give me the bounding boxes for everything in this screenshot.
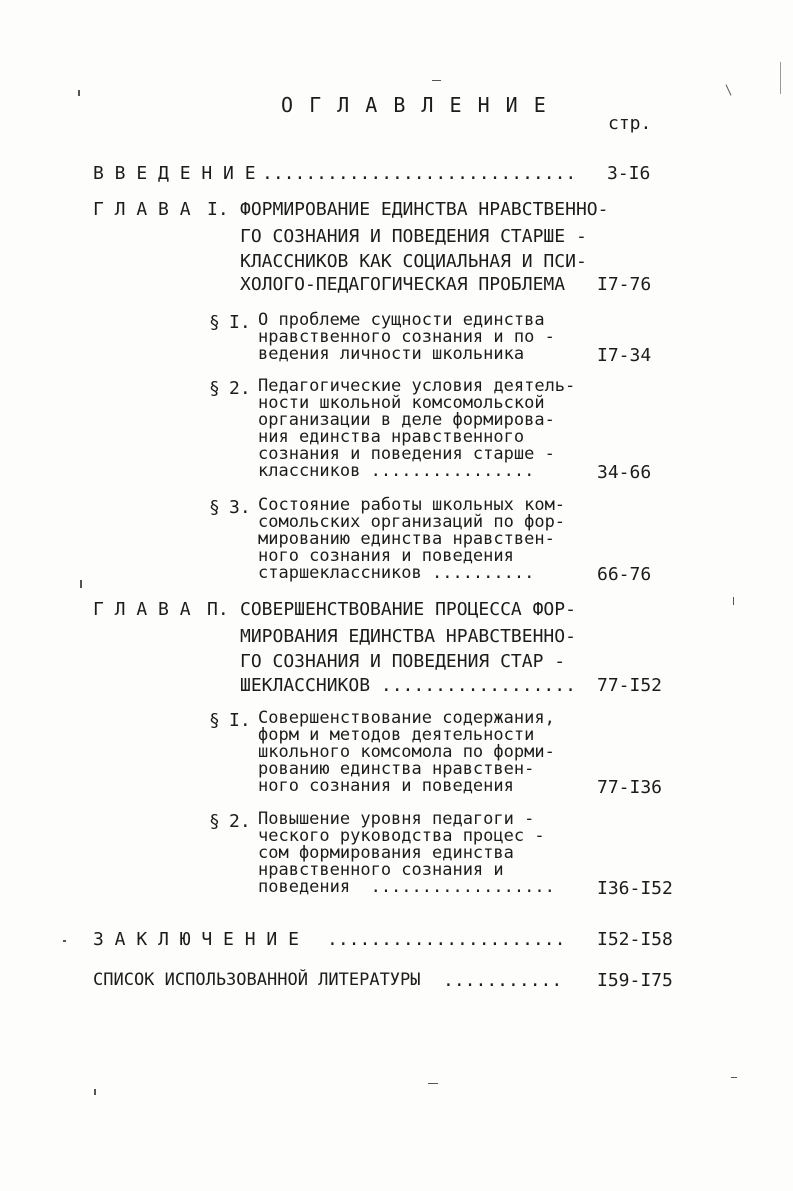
section-number: 3. [229,497,251,518]
chapter-2-title-line: СОВЕРШЕНСТВОВАНИЕ ПРОЦЕССА ФОР- [240,599,576,620]
section-line: ведения личности школьника [258,344,525,364]
section-mark: § [209,378,220,399]
chapter-2-pages: 77-I52 [597,675,663,696]
scan-speck [726,84,732,95]
scan-edge-line [780,62,781,94]
section-pages: I36-I52 [597,878,673,899]
conclusion-label: З А К Л Ю Ч Е Н И Е [93,929,299,950]
section-number: 2. [229,811,251,832]
scan-speck [733,597,734,605]
section-pages: 66-76 [597,564,652,585]
conclusion-pages: I52-I58 [597,929,673,950]
section-line: сознания и поведения старше - [258,444,555,464]
toc-title: О Г Л А В Л Е Н И Е [281,93,548,117]
section-line: ности школьной комсомольской [258,393,545,413]
section-line: ного сознания и поведения [258,546,514,566]
section-line: О проблеме сущности единства [258,310,545,330]
references-label: СПИСОК ИСПОЛЬЗОВАННОЙ ЛИТЕРАТУРЫ [93,970,421,990]
section-pages: 77-I36 [597,777,663,798]
section-line: мированию единства нравствен- [258,529,555,549]
section-mark: § [209,710,220,731]
intro-leader-dots: ............................. [262,163,577,184]
section-line: Состояние работы школьных ком- [258,495,566,515]
scan-speck [78,90,80,96]
section-number: 2. [229,378,251,399]
section-line: организации в деле формирова- [258,410,555,430]
chapter-2-number: П. [207,599,229,620]
scan-speck [94,1089,96,1095]
scan-speck [63,940,66,942]
section-line: Повышение уровня педагоги - [258,809,535,829]
section-line: старшеклассников .......... [258,563,535,583]
page-column-label: стр. [608,113,652,134]
section-number: I. [229,312,251,333]
chapter-2-label: Г Л А В А [93,599,191,620]
chapter-1-pages: I7-76 [597,274,652,295]
references-pages: I59-I75 [597,970,673,991]
chapter-1-title-line: ГО СОЗНАНИЯ И ПОВЕДЕНИЯ СТАРШЕ - [240,226,587,247]
section-line: классников ................ [258,461,535,481]
section-line: сом формирования единства [258,843,514,863]
section-line: ного сознания и поведения [258,776,514,796]
section-line: форм и методов деятельности [258,725,535,745]
intro-pages: 3-I6 [607,163,651,184]
scan-speck [731,1077,737,1078]
section-line: ческого руководства процес - [258,826,545,846]
section-line: ния единства нравственного [258,427,525,447]
references-leader-dots: ........... [443,970,563,991]
section-mark: § [209,497,220,518]
section-line: Совершенствование содержания, [258,708,555,728]
chapter-1-label: Г Л А В А [93,199,191,220]
section-pages: 34-66 [597,462,652,483]
chapter-2-title-line: ГО СОЗНАНИЯ И ПОВЕДЕНИЯ СТАР - [240,651,566,672]
section-mark: § [209,811,220,832]
section-line: нравственного сознания и [258,860,504,880]
intro-label: В В Е Д Е Н И Е [93,163,256,184]
conclusion-leader-dots: ...................... [327,929,566,950]
chapter-1-number: I. [207,199,229,220]
section-line: рованию единства нравствен- [258,759,535,779]
chapter-2-title-line: МИРОВАНИЯ ЕДИНСТВА НРАВСТВЕННО- [240,626,576,647]
scan-speck [80,580,82,588]
section-number: I. [229,710,251,731]
section-line: сомольских организаций по фор- [258,512,566,532]
scan-speck [428,1083,438,1084]
section-line: нравственного сознания и по - [258,327,555,347]
section-line: школьного комсомола по форми- [258,742,555,762]
section-pages: I7-34 [597,345,652,366]
chapter-2-title-line: ШЕКЛАССНИКОВ .................. [240,675,576,696]
chapter-1-title-line: ФОРМИРОВАНИЕ ЕДИНСТВА НРАВСТВЕННО- [240,199,609,220]
section-mark: § [209,312,220,333]
chapter-1-title-line: ХОЛОГО-ПЕДАГОГИЧЕСКАЯ ПРОБЛЕМА [240,274,566,295]
section-line: поведения .................. [258,877,555,897]
section-line: Педагогические условия деятель- [258,376,576,396]
scan-speck [432,80,441,81]
chapter-1-title-line: КЛАССНИКОВ КАК СОЦИАЛЬНАЯ И ПСИ- [240,251,587,272]
